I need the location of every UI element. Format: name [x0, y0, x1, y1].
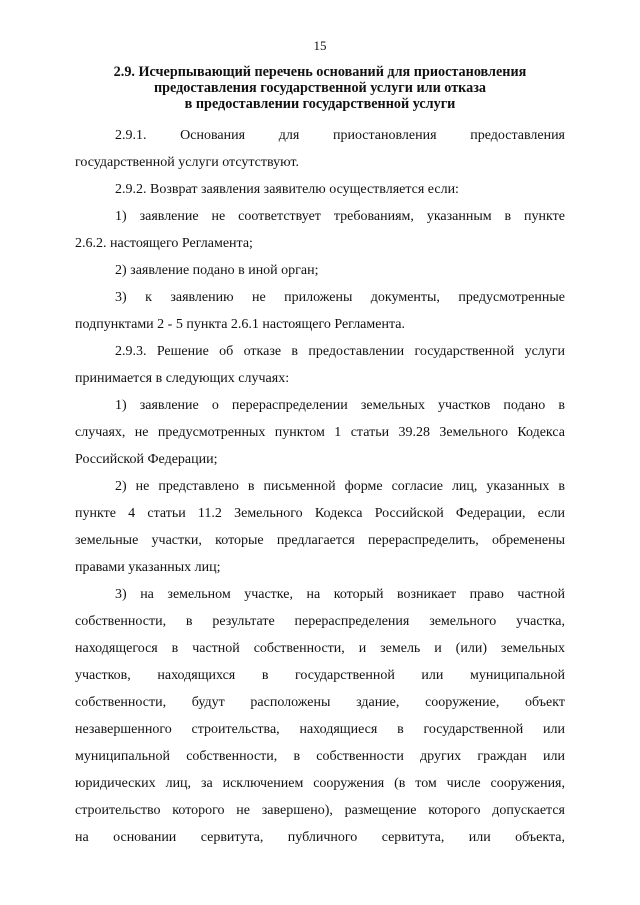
text-line: участков, находящихся в государственной или муниципальной	[75, 668, 565, 683]
text-line: 1) заявление о перераспределении земельных участков подано в	[115, 398, 565, 413]
text-line: Российской Федерации;	[75, 452, 218, 467]
text-line: 1) заявление не соответствует требованиям, указанным в пункте	[115, 209, 565, 224]
heading-line-1: 2.9. Исчерпывающий перечень оснований для приостановления	[113, 64, 527, 80]
paragraph-2-9-2-item-2	[75, 257, 565, 284]
text-line: 2.9.1. Основания для приостановления предоставления	[115, 128, 565, 143]
text-line: правами указанных лиц;	[75, 560, 221, 575]
paragraph-2-9-1	[75, 122, 565, 176]
text-line: муниципальной собственности, в собственности других граждан или	[75, 749, 565, 764]
text-line: незавершенного строительства, находящиеся в государственной или	[75, 722, 565, 737]
text-line: 3) к заявлению не приложены документы, предусмотренные	[115, 290, 565, 305]
text-line: 2.9.3. Решение об отказе в предоставлении государственной услуги	[115, 344, 565, 359]
text-line: 2.9.2. Возврат заявления заявителю осуществляется если:	[115, 182, 459, 197]
section-heading	[75, 64, 565, 112]
text-line: собственности, в результате перераспределения земельного участка,	[75, 614, 565, 629]
text-line: земельные участки, которые предлагается перераспределить, обременены	[75, 533, 565, 548]
text-line: юридических лиц, за исключением сооружения (в том числе сооружения,	[75, 776, 565, 791]
text-line: на основании сервитута, публичного сервитута, или объекта,	[75, 830, 565, 845]
page-number: 15	[313, 38, 327, 53]
heading-line-3: в предоставлении государственной услуги	[184, 96, 456, 112]
paragraph-2-9-2-item-1	[75, 203, 565, 257]
paragraph-2-9-3	[75, 338, 565, 392]
document-body	[75, 122, 565, 851]
text-line: находящегося в частной собственности, и земель и (или) земельных	[75, 641, 565, 656]
text-line: 2.6.2. настоящего Регламента;	[75, 236, 253, 251]
text-line: собственности, будут расположены здание, сооружение, объект	[75, 695, 565, 710]
heading-line-2: предоставления государственной услуги или отказа	[153, 80, 487, 96]
paragraph-2-9-3-item-1	[75, 392, 565, 473]
text-line: 3) на земельном участке, на который возникает право частной	[115, 587, 565, 602]
text-line: строительство которого не завершено), размещение которого допускается	[75, 803, 565, 818]
text-line: случаях, не предусмотренных пунктом 1 статьи 39.28 Земельного Кодекса	[75, 425, 565, 440]
text-line: государственной услуги отсутствуют.	[75, 155, 299, 170]
text-line: 2) заявление подано в иной орган;	[115, 263, 319, 278]
paragraph-2-9-2	[75, 176, 565, 203]
paragraph-2-9-3-item-2	[75, 473, 565, 581]
paragraph-2-9-2-item-3	[75, 284, 565, 338]
text-line: пункте 4 статьи 11.2 Земельного Кодекса Российской Федерации, если	[75, 506, 565, 521]
text-line: подпунктами 2 - 5 пункта 2.6.1 настоящего Регламента.	[75, 317, 405, 332]
text-line: принимается в следующих случаях:	[75, 371, 290, 386]
paragraph-2-9-3-item-3	[75, 581, 565, 851]
text-line: 2) не представлено в письменной форме согласие лиц, указанных в	[115, 479, 565, 494]
